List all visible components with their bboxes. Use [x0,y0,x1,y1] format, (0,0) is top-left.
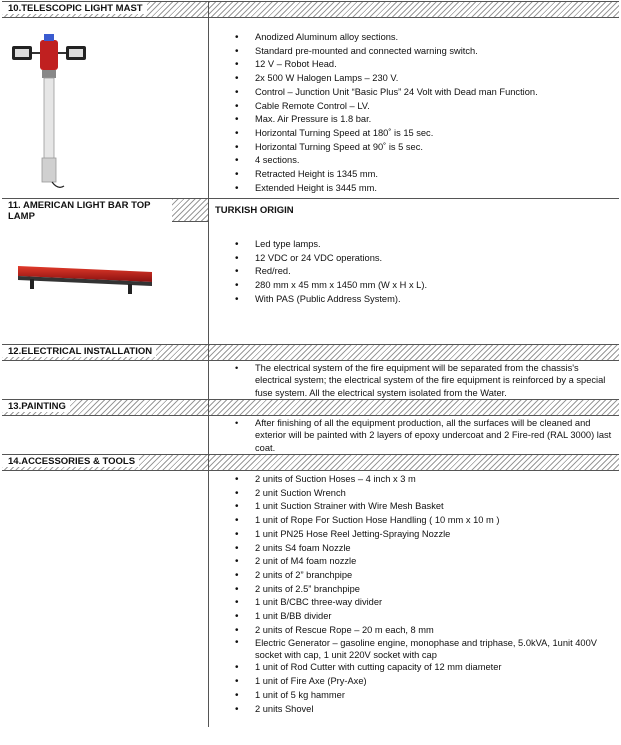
list-item: • 2x 500 W Halogen Lamps – 230 V. [209,72,619,86]
list-item: • 2 unit Suction Wrench [209,487,613,501]
list-item: • 1 unit PN25 Hose Reel Jetting-Spraying Nozzle [209,528,613,542]
list-item: • 1 unit of Rod Cutter with cutting capacity of 12 mm diameter [209,661,613,675]
list-item: • Standard pre-mounted and connected warning switch. [209,45,619,59]
list-item: • 2 units of 2” branchpipe [209,569,613,583]
list-item: • Horizontal Turning Speed at 90˚ is 5 sec. [209,141,619,155]
list-item: • 1 unit B/CBC three-way divider [209,596,613,610]
section-header-electrical [2,344,619,361]
list-item: • 2 unit of M4 foam nozzle [209,555,613,569]
light-bar-illustration [2,222,208,344]
list-item: • 2 units of 2.5” branchpipe [209,583,613,597]
list-item: • 2 units of Suction Hoses – 4 inch x 3 m [209,473,613,487]
list-item: • 2 units S4 foam Nozzle [209,542,613,556]
section-title-lightbar: 11. AMERICAN LIGHT BAR TOP LAMP [2,199,172,222]
section-title-accessories: 14.ACCESSORIES & TOOLS [2,455,139,467]
list-item: • With PAS (Public Address System). [209,293,619,307]
list-item: • 2 units Shovel [209,703,613,717]
section-title-painting: 13.PAINTING [2,400,70,412]
light-mast-image [2,18,209,198]
list-item: • Red/red. [209,265,619,279]
section-title-mast: 10.TELESCOPIC LIGHT MAST [2,2,147,14]
list-item: • Cable Remote Control – LV. [209,100,619,114]
section-header-accessories [2,454,619,471]
list-item: • Horizontal Turning Speed at 180˚ is 15 sec. [209,127,619,141]
light-mast-illustration [2,18,208,198]
list-item: • 1 unit of Fire Axe (Pry-Axe) [209,675,613,689]
section-body-accessories [2,471,619,727]
list-item: • Extended Height is 3445 mm. [209,182,619,196]
list-item: • 1 unit B/BB divider [209,610,613,624]
light-bar-image [2,222,209,344]
electrical-text: • The electrical system of the fire equipment will be separated from the chassis's electrical system; the electrical system of the fire equipment is reinforced by a special fuse system. All the electrical system isolated from the Water. [209,362,619,399]
list-item: • 280 mm x 45 mm x 1450 mm (W x H x L). [209,279,619,293]
section-body-mast [2,18,619,198]
section-header-lightbar [2,198,619,222]
list-item: • 1 unit of Rope For Suction Hose Handling ( 10 mm x 10 m ) [209,514,613,528]
list-item: • Retracted Height is 1345 mm. [209,168,619,182]
section-body-painting [2,416,619,454]
list-item: • Max. Air Pressure is 1.8 bar. [209,113,619,127]
list-item: • Control – Junction Unit “Basic Plus” 24 Volt with Dead man Function. [209,86,619,100]
painting-text: • After finishing of all the equipment production, all the surfaces will be cleaned and exterior will be painted with 2 layers of epoxy undercoat and 2 Fire-red (RAL 3000) last coat. [209,417,619,454]
spec-page [2,1,619,743]
section-header-painting [2,399,619,416]
section-body-electrical [2,361,619,399]
section-body-lightbar [2,222,619,344]
list-item: • Led type lamps. [209,238,619,252]
list-item: • 2 units of Rescue Rope – 20 m each, 8 mm [209,624,613,638]
list-item: • 1 unit of 5 kg hammer [209,689,613,703]
list-item: • Anodized Aluminum alloy sections. [209,31,619,45]
accessories-list [209,473,613,716]
list-item: • 4 sections. [209,154,619,168]
list-item: • Electric Generator – gasoline engine, monophase and triphase, 5.0kVA, 1unit 400V socket with cap, 1 unit 220V socket with cap [209,637,613,661]
list-item: • 1 unit Suction Strainer with Wire Mesh Basket [209,500,613,514]
list-item: • 12 VDC or 24 VDC operations. [209,252,619,266]
section-title-electrical: 12.ELECTRICAL INSTALLATION [2,345,156,357]
mast-spec-list [209,31,619,195]
origin-label: TURKISH ORIGIN [215,205,294,216]
list-item: • 12 V – Robot Head. [209,58,619,72]
lightbar-spec-list [209,238,619,307]
section-header-mast [2,1,619,18]
